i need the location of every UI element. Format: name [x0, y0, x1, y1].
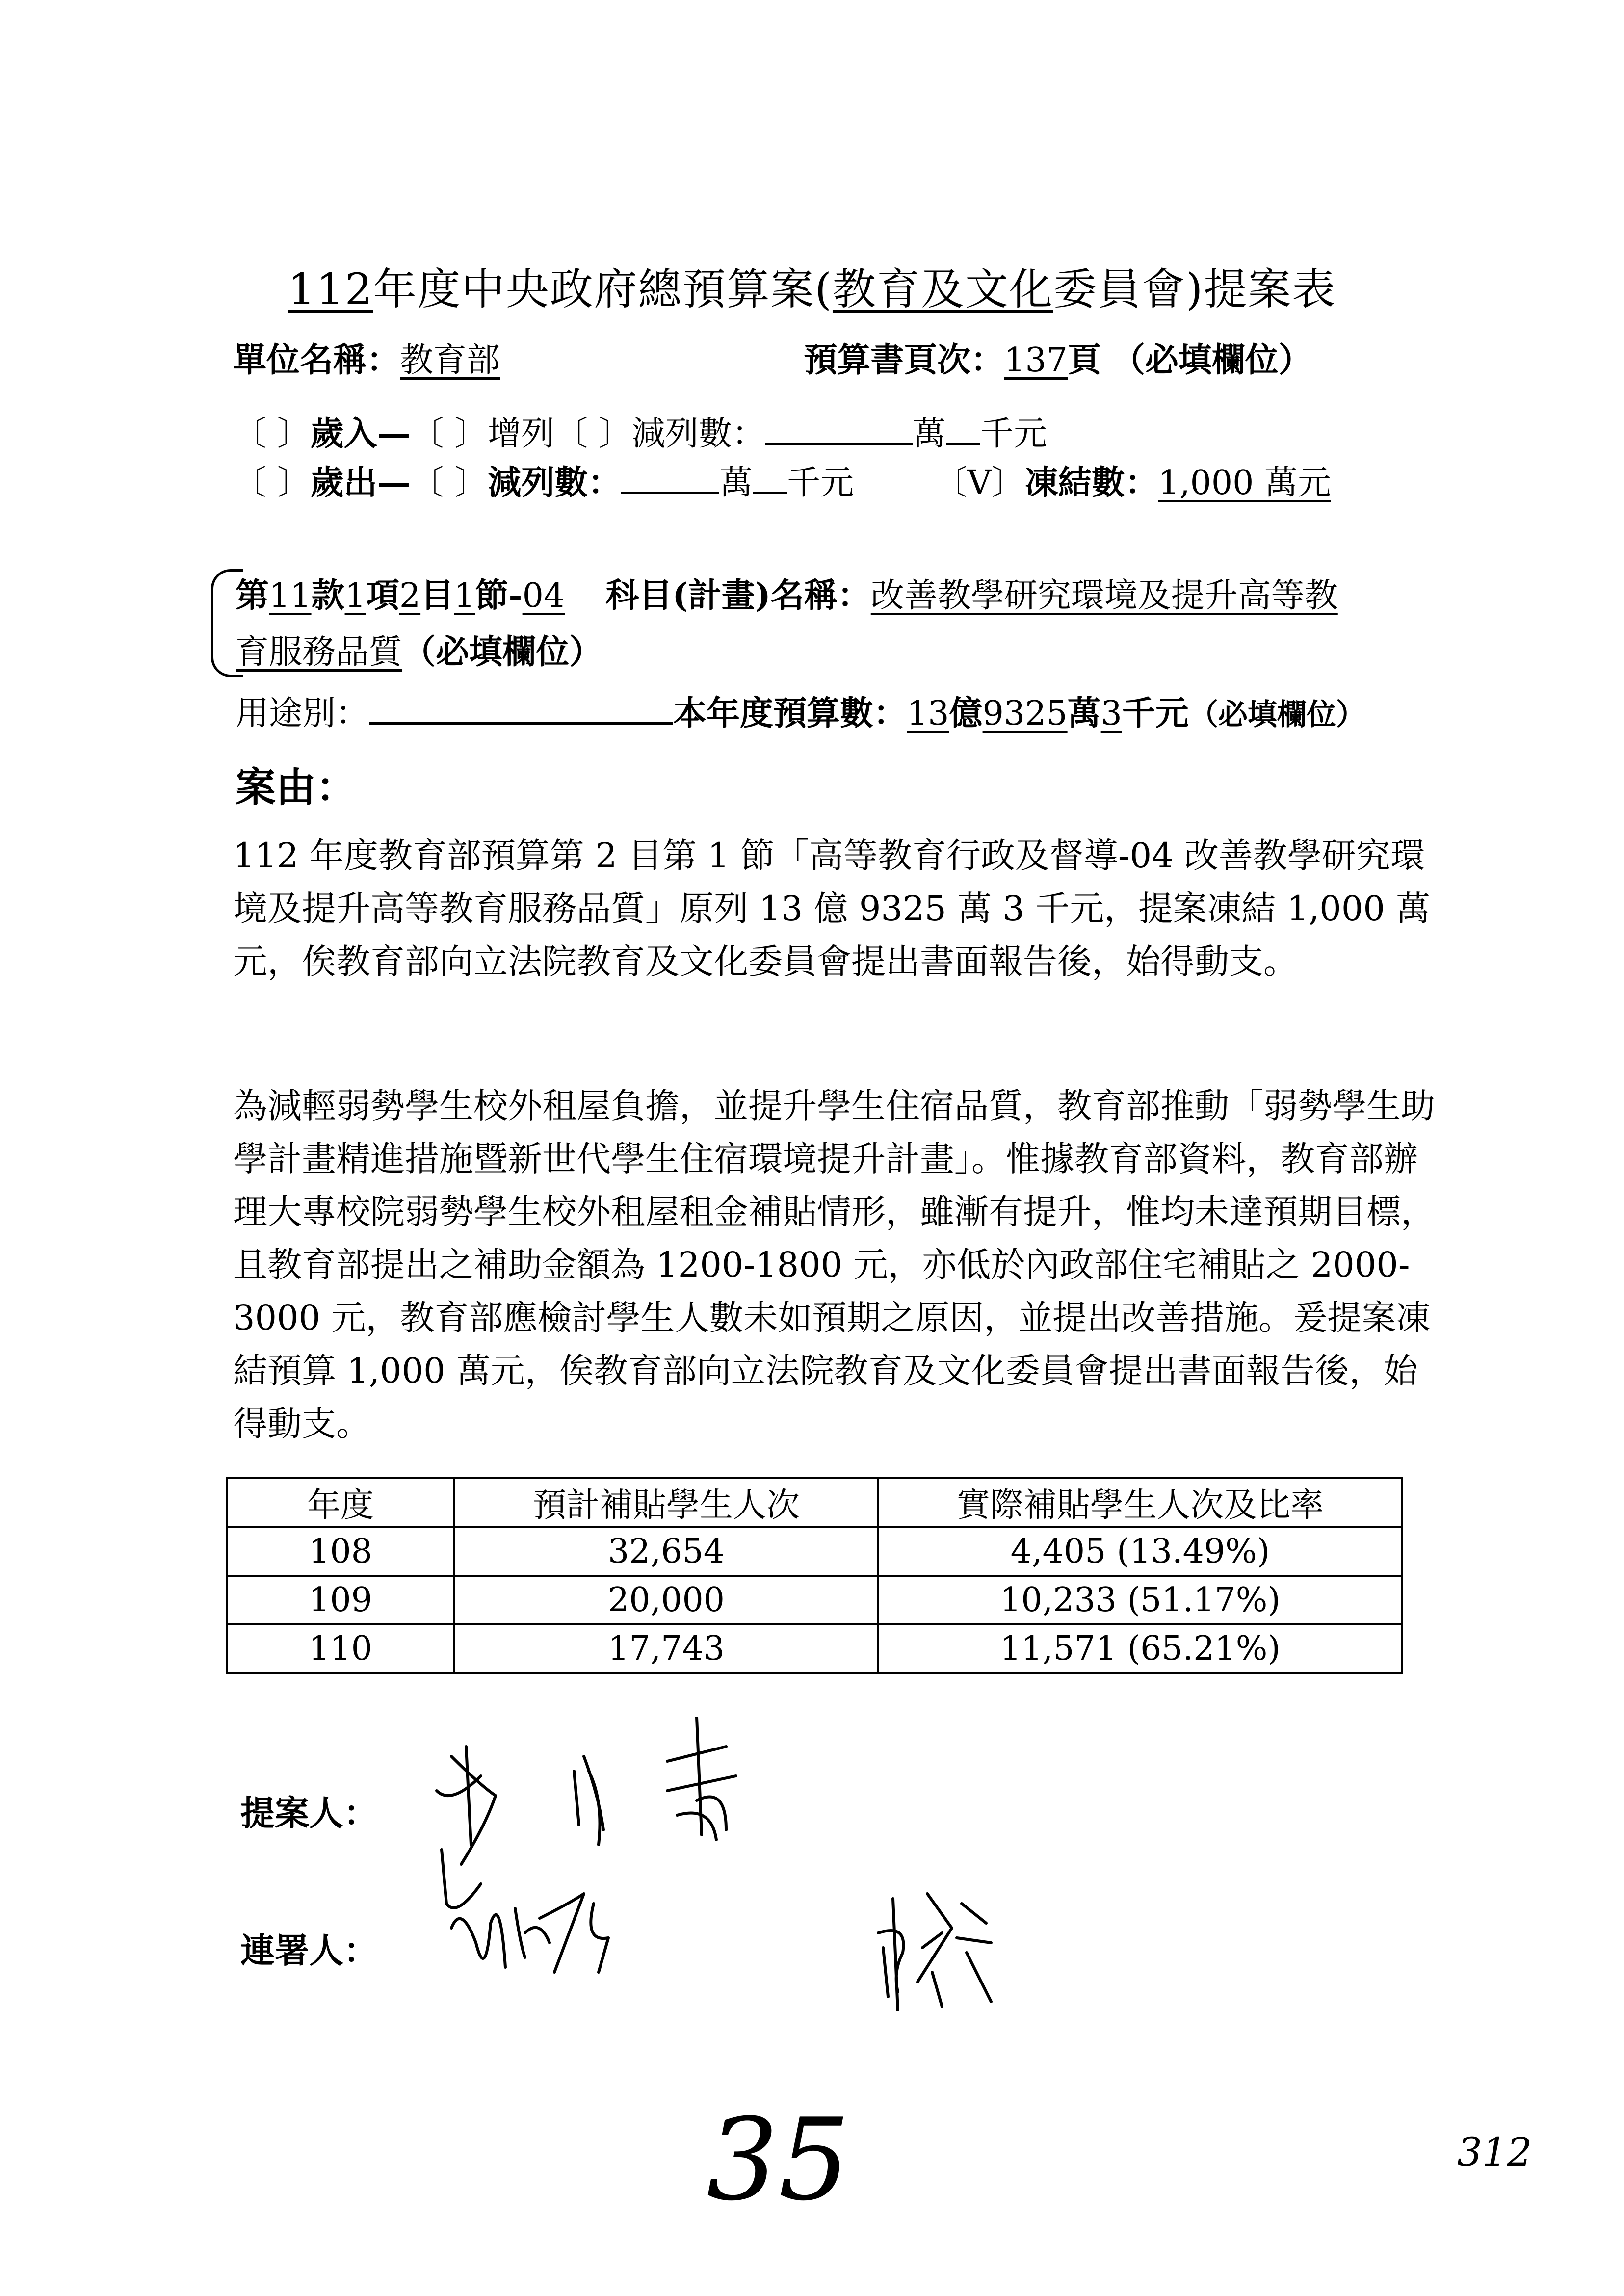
item-xiang-label: 項 [366, 576, 399, 615]
expenditure-line [233, 456, 1331, 504]
page-number: 35 [707, 2095, 850, 2226]
usage-line [236, 687, 1365, 734]
header-planned: 預計補貼學生人次 [454, 1478, 878, 1527]
cosigner-label: 連署人： [240, 1930, 378, 1971]
expenditure-label: 歲出— [310, 463, 411, 502]
title-part2: 委員會)提案表 [1053, 264, 1336, 314]
usage-label: 用途別： [236, 694, 369, 733]
required-note: （必填欄位） [1111, 340, 1312, 380]
item-line [236, 569, 1338, 617]
unit-value: 教育部 [400, 341, 500, 380]
cell-actual: 11,571 (65.21%) [878, 1624, 1402, 1673]
unit-line [233, 334, 1312, 381]
budget-qian: 3 [1100, 694, 1122, 733]
cell-year: 110 [227, 1624, 454, 1673]
budget-label: 本年度預算數： [673, 694, 907, 733]
reason-heading: 案由： [236, 764, 357, 811]
table-row [227, 1624, 1402, 1673]
signature-stroke [878, 1894, 991, 2011]
item-line-2 [236, 626, 602, 673]
table-row [227, 1576, 1402, 1624]
cell-year: 108 [227, 1527, 454, 1576]
item-required: （必填欄位） [402, 632, 603, 672]
cell-actual: 4,405 (13.49%) [878, 1527, 1402, 1576]
table-header-row [227, 1478, 1402, 1527]
expenditure-checkbox[interactable]: 〔 〕 [233, 464, 311, 502]
decrease-qian-blank[interactable] [946, 409, 980, 445]
increase-label: 增列 [488, 415, 555, 453]
cell-year: 109 [227, 1576, 454, 1624]
table-row [227, 1527, 1402, 1576]
signature-stroke [667, 1717, 736, 1840]
reason-paragraph-2 [233, 1079, 1450, 1450]
budget-yi: 13 [907, 694, 949, 733]
signature-stroke [442, 1850, 608, 1972]
item-kuan-label: 款 [311, 576, 345, 615]
cell-planned: 17,743 [454, 1624, 878, 1673]
page-suffix: 頁 [1068, 340, 1101, 380]
decrease-label: 減列數： [631, 415, 765, 453]
item-di: 第 [236, 576, 269, 615]
exp-qianyuan-label: 千元 [787, 464, 854, 502]
increase-checkbox[interactable]: 〔 〕 [410, 415, 488, 453]
title-committee: 教育及文化 [832, 264, 1053, 314]
item-mu-label: 目 [420, 576, 454, 615]
reason-paragraph-1 [233, 829, 1450, 988]
item-jie-label: 節- [475, 576, 523, 615]
revenue-line [233, 407, 1047, 455]
freeze-label: 凍結數： [1024, 463, 1158, 502]
exp-decrease-wan-blank[interactable] [621, 458, 719, 494]
item-name-line2: 育服務品質 [236, 633, 403, 672]
item-mu: 2 [399, 576, 421, 615]
signature-stroke [574, 1756, 603, 1845]
budget-wan-label: 萬 [1067, 694, 1101, 733]
freeze-checkbox[interactable]: 〔V〕 [934, 464, 1025, 502]
qianyuan-label: 千元 [980, 415, 1047, 453]
item-jie: 1 [454, 576, 475, 615]
exp-decrease-label: 減列數： [488, 463, 622, 502]
budget-wan: 9325 [982, 694, 1068, 733]
title-year: 112 [288, 264, 373, 314]
item-xiang: 1 [344, 576, 366, 615]
paragraph-1-text: 112 年度教育部預算第 2 目第 1 節「高等教育行政及督導-04 改善教學研究環境及提升高等教育服務品質」原列 13 億 9325 萬 3 千元，提案凍結 1,000 萬元，俟教育部向立法院教育及文化委員會提出書面報告後，始得動支。 [233, 835, 1431, 982]
budget-qian-label: 千元 [1122, 694, 1189, 733]
paragraph-2-text: 為減輕弱勢學生校外租屋負擔，並提升學生住宿品質，教育部推動「弱勢學生助學計畫精進措施暨新世代學生住宿環境提升計畫」。惟據教育部資料，教育部辦理大專校院弱勢學生校外租屋租金補貼情形，雖漸有提升，惟均未達預期目標，且教育部提出之補助金額為 1200-1800 元，亦低於內政部住宅補貼之 2000-3000 元，教育部應檢討學生人數未如預期之原因，並提出改善措施。爰提案凍結預算 1,000 萬元，俟教育部向立法院教育及文化委員會提出書面報告後，始得動支。 [233, 1086, 1435, 1444]
exp-decrease-qian-blank[interactable] [753, 458, 787, 494]
exp-decrease-checkbox[interactable]: 〔 〕 [410, 464, 488, 502]
decrease-wan-blank[interactable] [765, 409, 913, 445]
proposer-label: 提案人： [240, 1793, 378, 1833]
usage-required: （必填欄位） [1188, 698, 1365, 732]
document-title [0, 255, 1624, 317]
page-value: 137 [1004, 341, 1068, 380]
revenue-label: 歲入— [310, 414, 411, 453]
title-part1: 年度中央政府總預算案( [373, 264, 833, 314]
subsidy-table [226, 1477, 1403, 1674]
cell-planned: 20,000 [454, 1576, 878, 1624]
cosigner-signatures [422, 1845, 1158, 2011]
header-actual: 實際補貼學生人次及比率 [878, 1478, 1402, 1527]
item-sub: 04 [522, 576, 565, 615]
page-label: 預算書頁次： [804, 340, 1004, 380]
item-name-line1: 改善教學研究環境及提升高等教 [870, 576, 1338, 615]
cell-planned: 32,654 [454, 1527, 878, 1576]
exp-wan-label: 萬 [719, 464, 753, 502]
header-year: 年度 [227, 1478, 454, 1527]
budget-yi-label: 億 [949, 694, 983, 733]
cell-actual: 10,233 (51.17%) [878, 1576, 1402, 1624]
freeze-value: 1,000 萬元 [1158, 464, 1331, 502]
unit-label: 單位名稱： [233, 340, 400, 380]
usage-blank[interactable] [369, 689, 673, 725]
corner-number: 312 [1457, 2129, 1532, 2175]
item-name-label: 科目(計畫)名稱： [605, 576, 871, 615]
decrease-checkbox[interactable]: 〔 〕 [554, 415, 632, 453]
revenue-checkbox[interactable]: 〔 〕 [233, 415, 311, 453]
item-kuan: 11 [269, 576, 312, 615]
wan-label: 萬 [912, 415, 946, 453]
